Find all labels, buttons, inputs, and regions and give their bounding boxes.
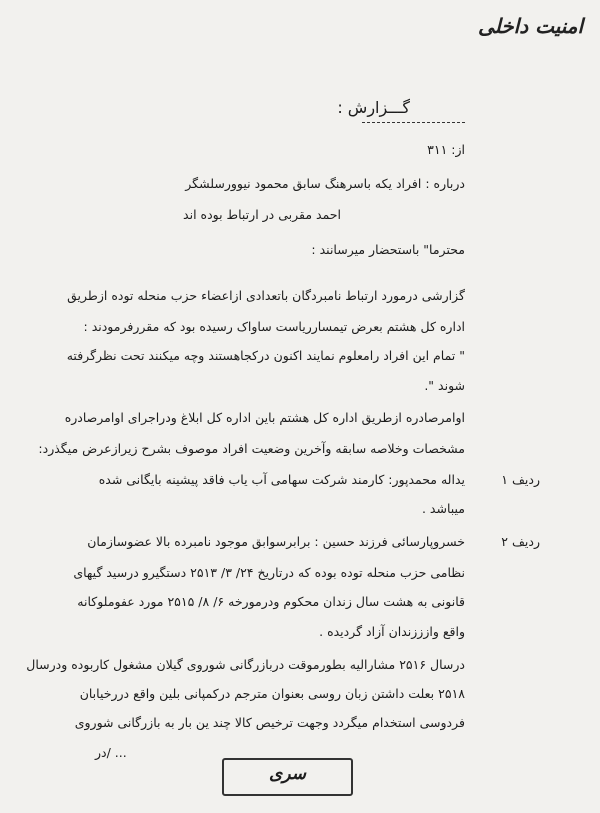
subject-line-2: احمد مقربی در ارتباط بوده اند bbox=[183, 207, 341, 222]
row-1-line: یداله محمدپور: کارمند شرکت سهامی آب یاب فاقد پیشینه بایگانی شده bbox=[98, 472, 465, 487]
row-2-line: نظامی حزب منحله توده بوده که درتاریخ ۲۴/ ۳/ ۲۵۱۳ دستگیرو درسید گیهای bbox=[73, 565, 465, 580]
stamp-text: سری bbox=[269, 764, 306, 784]
handwritten-header-tag: امنیت داخلی bbox=[478, 14, 584, 38]
classification-stamp bbox=[222, 758, 353, 796]
row-label-1: ردیف ۱ bbox=[501, 472, 540, 487]
page-reference: در/ ... bbox=[95, 745, 127, 760]
row-2-line: خسروپارسائی فرزند حسین : برابرسوابق موجود نامبرده بالا عضوسازمان bbox=[87, 534, 465, 549]
row-2-line: واقع وازززندان آزاد گردیده . bbox=[319, 624, 465, 639]
title-underline bbox=[362, 122, 465, 123]
closing-line: ۲۵۱۸ بعلت داشتن زبان روسی بعنوان مترجم درکمپانی بلین واقع دررخیابان bbox=[79, 686, 465, 701]
closing-line: فردوسی استخدام میگردد وجهت ترخیص کالا چند ین بار به بازرگانی شوروی bbox=[74, 715, 465, 730]
closing-line: درسال ۲۵۱۶ مشارالیه بطورموقت دربازرگانی شوروی گیلان مشغول کاربوده ودرسال bbox=[26, 657, 465, 672]
salutation: محترما" باستحضار میرسانند : bbox=[311, 242, 465, 257]
row-1-line: میباشد . bbox=[421, 501, 465, 516]
from-line: از: ۳۱۱ bbox=[427, 142, 465, 157]
body-line: گزارشی درمورد ارتباط نامبردگان باتعدادی ازاعضاء حزب منحله توده ازطریق bbox=[67, 288, 465, 303]
body-line: شوند ". bbox=[424, 378, 465, 393]
body-line: اوامرصادره ازطریق اداره کل هشتم باین اداره کل ابلاغ ودراجرای اوامرصادره bbox=[64, 410, 465, 425]
document-title: گـــزارش : bbox=[337, 98, 410, 117]
row-label-2: ردیف ۲ bbox=[501, 534, 540, 549]
row-2-line: قانونی به هشت سال زندان محکوم ودرمورخه ۶/ ۸/ ۲۵۱۵ مورد عفوملوکانه bbox=[77, 594, 465, 609]
body-line: اداره کل هشتم بعرض تیمسارریاست ساواک رسیده بود که مقررفرمودند : bbox=[83, 319, 465, 334]
body-line: مشخصات وخلاصه سابقه وآخرین وضعیت افراد موصوف بشرح زیرازعرض میگذرد: bbox=[38, 441, 465, 456]
body-line: " تمام این افراد رامعلوم نمایند اکنون درکجاهستند وچه میکنند تحت نظرگرفته bbox=[66, 348, 465, 363]
subject-line-1: درباره : افراد یکه باسرهنگ سابق محمود نیوورسلشگر bbox=[185, 176, 465, 191]
